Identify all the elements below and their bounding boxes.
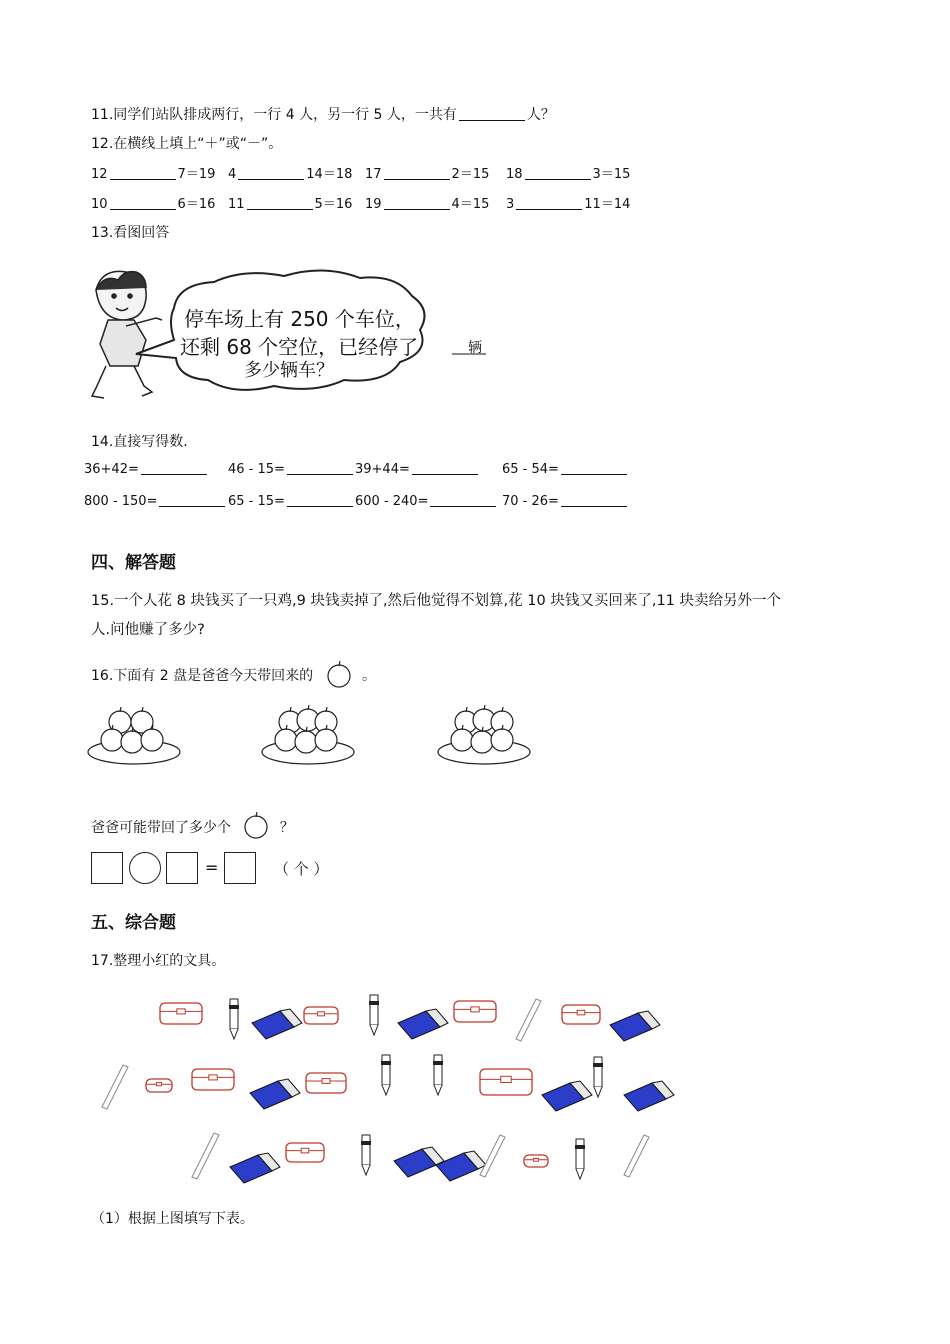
pencil-drawing	[575, 1139, 585, 1179]
q14-blank[interactable]	[287, 460, 353, 475]
bubble-line-3: 多少辆车？	[244, 360, 334, 381]
q12-r2-right: 6＝16	[177, 197, 216, 212]
boy-illustration	[92, 271, 162, 398]
pencil-box-drawing	[286, 1143, 324, 1162]
eraser-drawing	[542, 1081, 592, 1111]
ruler-drawing	[516, 999, 541, 1041]
pencil-box-drawing	[192, 1069, 234, 1090]
q12-r2-left: 3	[506, 197, 515, 212]
q16-question-line	[91, 810, 294, 840]
speech-bubble	[136, 270, 425, 389]
q11-text: 11.同学们站队排成两行，一行 4 人，另一行 5 人，一共有	[91, 107, 457, 123]
q12-r2-right: 5＝16	[314, 197, 353, 212]
pencil-drawing	[593, 1057, 603, 1097]
pencil-drawing	[361, 1135, 371, 1175]
ruler-drawing	[102, 1065, 128, 1109]
q12-r2-right: 11＝14	[584, 197, 631, 212]
q17-title: 17.整理小红的文具。	[91, 953, 226, 969]
q12-blank[interactable]	[238, 165, 304, 180]
pencil-box-drawing	[480, 1069, 532, 1095]
eraser-drawing	[252, 1009, 302, 1039]
q12-r1-right: 14＝18	[306, 167, 353, 182]
eraser-drawing	[610, 1011, 660, 1041]
q12-blank[interactable]	[247, 195, 313, 210]
q11-tail: 人？	[526, 107, 555, 123]
eraser-drawing	[230, 1153, 280, 1183]
q15-line-1: 15.一个人花 8 块钱买了一只鸡,9 块钱卖掉了,然后他觉得不划算,花 10 块钱又买回来了,11 块卖给另外一个	[91, 593, 781, 609]
apple-icon	[322, 660, 356, 688]
q14-blank[interactable]	[561, 460, 627, 475]
q14-item: 600 - 240=	[355, 494, 429, 509]
pencil-drawing	[229, 999, 239, 1039]
q13-unit: 辆	[468, 340, 482, 356]
q12-blank[interactable]	[516, 195, 582, 210]
q14-blank[interactable]	[561, 492, 627, 507]
q12-blank[interactable]	[525, 165, 591, 180]
apple-drawing	[295, 727, 317, 753]
q14-item: 800 - 150=	[84, 494, 158, 509]
q11-answer-blank[interactable]	[459, 106, 525, 121]
pencil-drawing	[369, 995, 379, 1035]
unit-label: （ 个 ）	[274, 860, 329, 878]
q14-blank[interactable]	[141, 460, 207, 475]
q14-item: 65 - 15=	[228, 494, 285, 509]
pencil-box-drawing	[306, 1073, 346, 1093]
q16-title-line	[91, 660, 376, 688]
pencil-box-drawing	[562, 1005, 600, 1024]
pencil-box-drawing	[146, 1079, 172, 1092]
apple-plate	[438, 705, 530, 764]
q12-r1-left: 12	[91, 167, 108, 182]
ruler-drawing	[192, 1133, 219, 1179]
q12-blank[interactable]	[110, 165, 176, 180]
answer-box[interactable]	[91, 852, 123, 884]
q12-r1-right: 3＝15	[592, 167, 631, 182]
q12-r1-right: 2＝15	[451, 167, 490, 182]
q13-figure	[86, 268, 496, 403]
apple-icon	[239, 810, 273, 840]
section-5-heading: 五、综合题	[91, 913, 176, 933]
pencil-box-drawing	[524, 1155, 548, 1167]
q12-r1-left: 4	[228, 167, 237, 182]
q12-r1-right: 7＝19	[177, 167, 216, 182]
q12-r1-left: 17	[365, 167, 382, 182]
q12-blank[interactable]	[384, 195, 450, 210]
question-11	[91, 104, 555, 124]
q12-r2-right: 4＝15	[451, 197, 490, 212]
eraser-drawing	[436, 1151, 486, 1181]
apple-plate	[88, 707, 180, 764]
q14-item: 46 - 15=	[228, 462, 285, 477]
q12-r2-left: 19	[365, 197, 382, 212]
apple-drawing	[471, 727, 493, 753]
apple-plate	[262, 705, 354, 764]
q12-r2-left: 11	[228, 197, 245, 212]
ruler-drawing	[624, 1135, 649, 1177]
answer-box[interactable]	[166, 852, 198, 884]
q12-blank[interactable]	[384, 165, 450, 180]
q16-question: 爸爸可能带回了多少个	[91, 820, 231, 836]
pencil-box-drawing	[304, 1007, 338, 1024]
q17-sub-1: （1）根据上图填写下表。	[91, 1211, 254, 1227]
q14-title: 14.直接写得数.	[91, 434, 188, 450]
q14-item: 39+44=	[355, 462, 410, 477]
eraser-drawing	[250, 1079, 300, 1109]
q14-blank[interactable]	[430, 492, 496, 507]
q14-item: 36+42=	[84, 462, 139, 477]
apple-plates	[88, 700, 538, 772]
ruler-drawing	[480, 1135, 505, 1177]
q12-blank[interactable]	[110, 195, 176, 210]
bubble-line-1: 停车场上有 250 个车位，	[184, 307, 415, 331]
q14-item: 65 - 54=	[502, 462, 559, 477]
operator-circle[interactable]	[129, 852, 161, 884]
result-box[interactable]	[224, 852, 256, 884]
q14-blank[interactable]	[159, 492, 225, 507]
q12-r1-left: 18	[506, 167, 523, 182]
equals-sign: =	[205, 858, 219, 877]
q16-title: 16.下面有 2 盘是爸爸今天带回来的	[91, 668, 314, 684]
q16-title-end: 。	[361, 668, 376, 684]
q14-blank[interactable]	[287, 492, 353, 507]
pencil-box-drawing	[454, 1001, 496, 1022]
eraser-drawing	[398, 1009, 448, 1039]
q12-r2-left: 10	[91, 197, 108, 212]
q13-title: 13.看图回答	[91, 225, 170, 241]
eraser-drawing	[394, 1147, 444, 1177]
q15-line-2: 人.问他赚了多少?	[91, 622, 205, 638]
q14-item: 70 - 26=	[502, 494, 559, 509]
q14-blank[interactable]	[412, 460, 478, 475]
bubble-line-2: 还剩 68 个空位，已经停了	[180, 335, 419, 359]
q12-title: 12.在横线上填上“＋”或“－”。	[91, 136, 283, 152]
pencil-drawing	[433, 1055, 443, 1095]
eraser-drawing	[624, 1081, 674, 1111]
stationery-figure	[96, 985, 676, 1185]
pencil-box-drawing	[160, 1003, 202, 1024]
q16-question-end: ？	[279, 820, 294, 836]
pencil-drawing	[381, 1055, 391, 1095]
section-4-heading: 四、解答题	[91, 553, 176, 573]
